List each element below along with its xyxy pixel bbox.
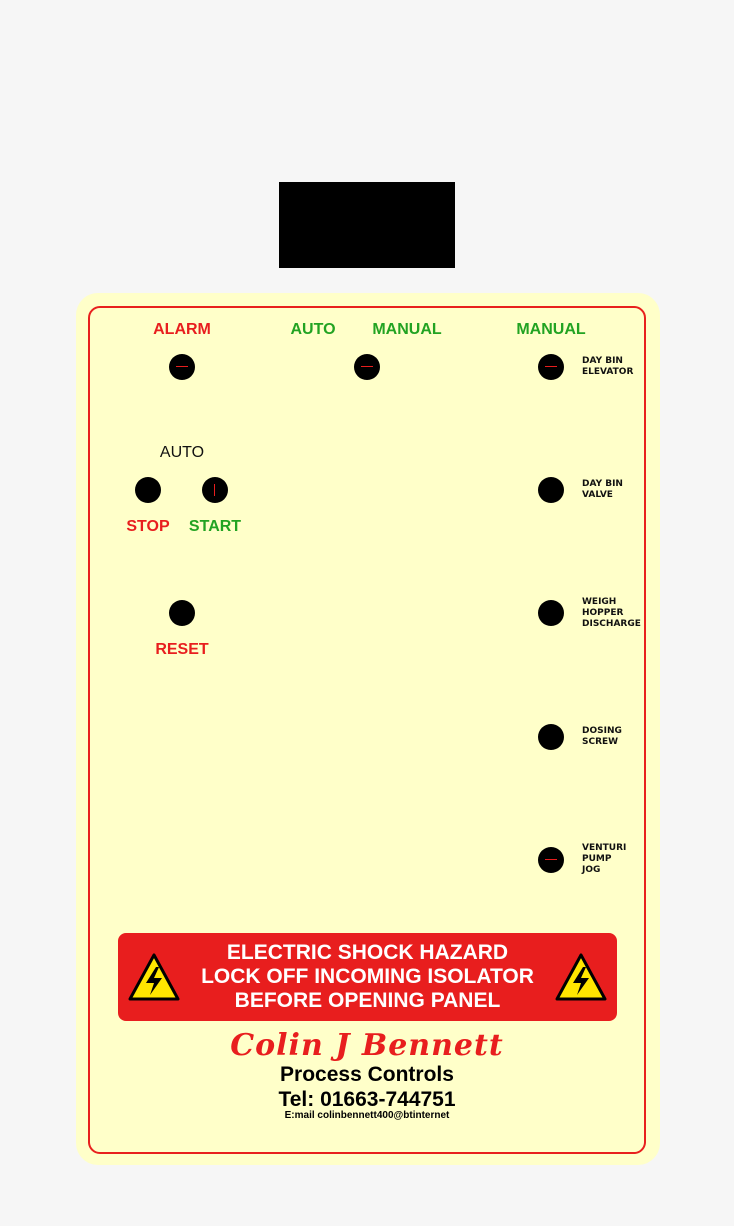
high-voltage-icon xyxy=(555,953,607,1001)
reset-label: RESET xyxy=(155,641,209,658)
start-label: START xyxy=(188,518,242,535)
stop-button[interactable] xyxy=(135,477,161,503)
start-button[interactable] xyxy=(202,477,228,503)
manual-column-header: MANUAL xyxy=(516,321,586,338)
day-bin-elevator-label: DAY BIN ELEVATOR xyxy=(582,356,634,377)
auto-section-title: AUTO xyxy=(159,444,205,461)
warning-banner xyxy=(118,933,617,1021)
display-screen xyxy=(279,182,455,268)
company-subtitle: Process Controls xyxy=(280,1063,454,1086)
weigh-hopper-discharge-switch[interactable] xyxy=(538,600,564,626)
warning-line-3: BEFORE OPENING PANEL xyxy=(234,989,501,1012)
auto-manual-selector-switch[interactable] xyxy=(354,354,380,380)
venturi-pump-jog-switch[interactable] xyxy=(538,847,564,873)
alarm-indicator[interactable] xyxy=(169,354,195,380)
manual-selector-label: MANUAL xyxy=(372,321,442,338)
dosing-screw-label: DOSING SCREW xyxy=(582,726,622,747)
alarm-label: ALARM xyxy=(153,321,211,338)
stop-label: STOP xyxy=(126,518,170,535)
reset-button[interactable] xyxy=(169,600,195,626)
warning-line-2: LOCK OFF INCOMING ISOLATOR xyxy=(201,965,534,988)
dosing-screw-switch[interactable] xyxy=(538,724,564,750)
weigh-hopper-discharge-label: WEIGH HOPPER DISCHARGE xyxy=(582,597,641,629)
company-logo-text: Colin J Bennett xyxy=(230,1028,504,1063)
day-bin-elevator-switch[interactable] xyxy=(538,354,564,380)
day-bin-valve-label: DAY BIN VALVE xyxy=(582,479,623,500)
high-voltage-icon xyxy=(128,953,180,1001)
day-bin-valve-switch[interactable] xyxy=(538,477,564,503)
company-phone: Tel: 01663-744751 xyxy=(278,1088,456,1111)
venturi-pump-jog-label: VENTURI PUMP JOG xyxy=(582,843,627,875)
company-email: E:mail colinbennett400@btinternet xyxy=(284,1110,450,1121)
auto-selector-label: AUTO xyxy=(290,321,336,338)
warning-line-1: ELECTRIC SHOCK HAZARD xyxy=(226,941,509,964)
